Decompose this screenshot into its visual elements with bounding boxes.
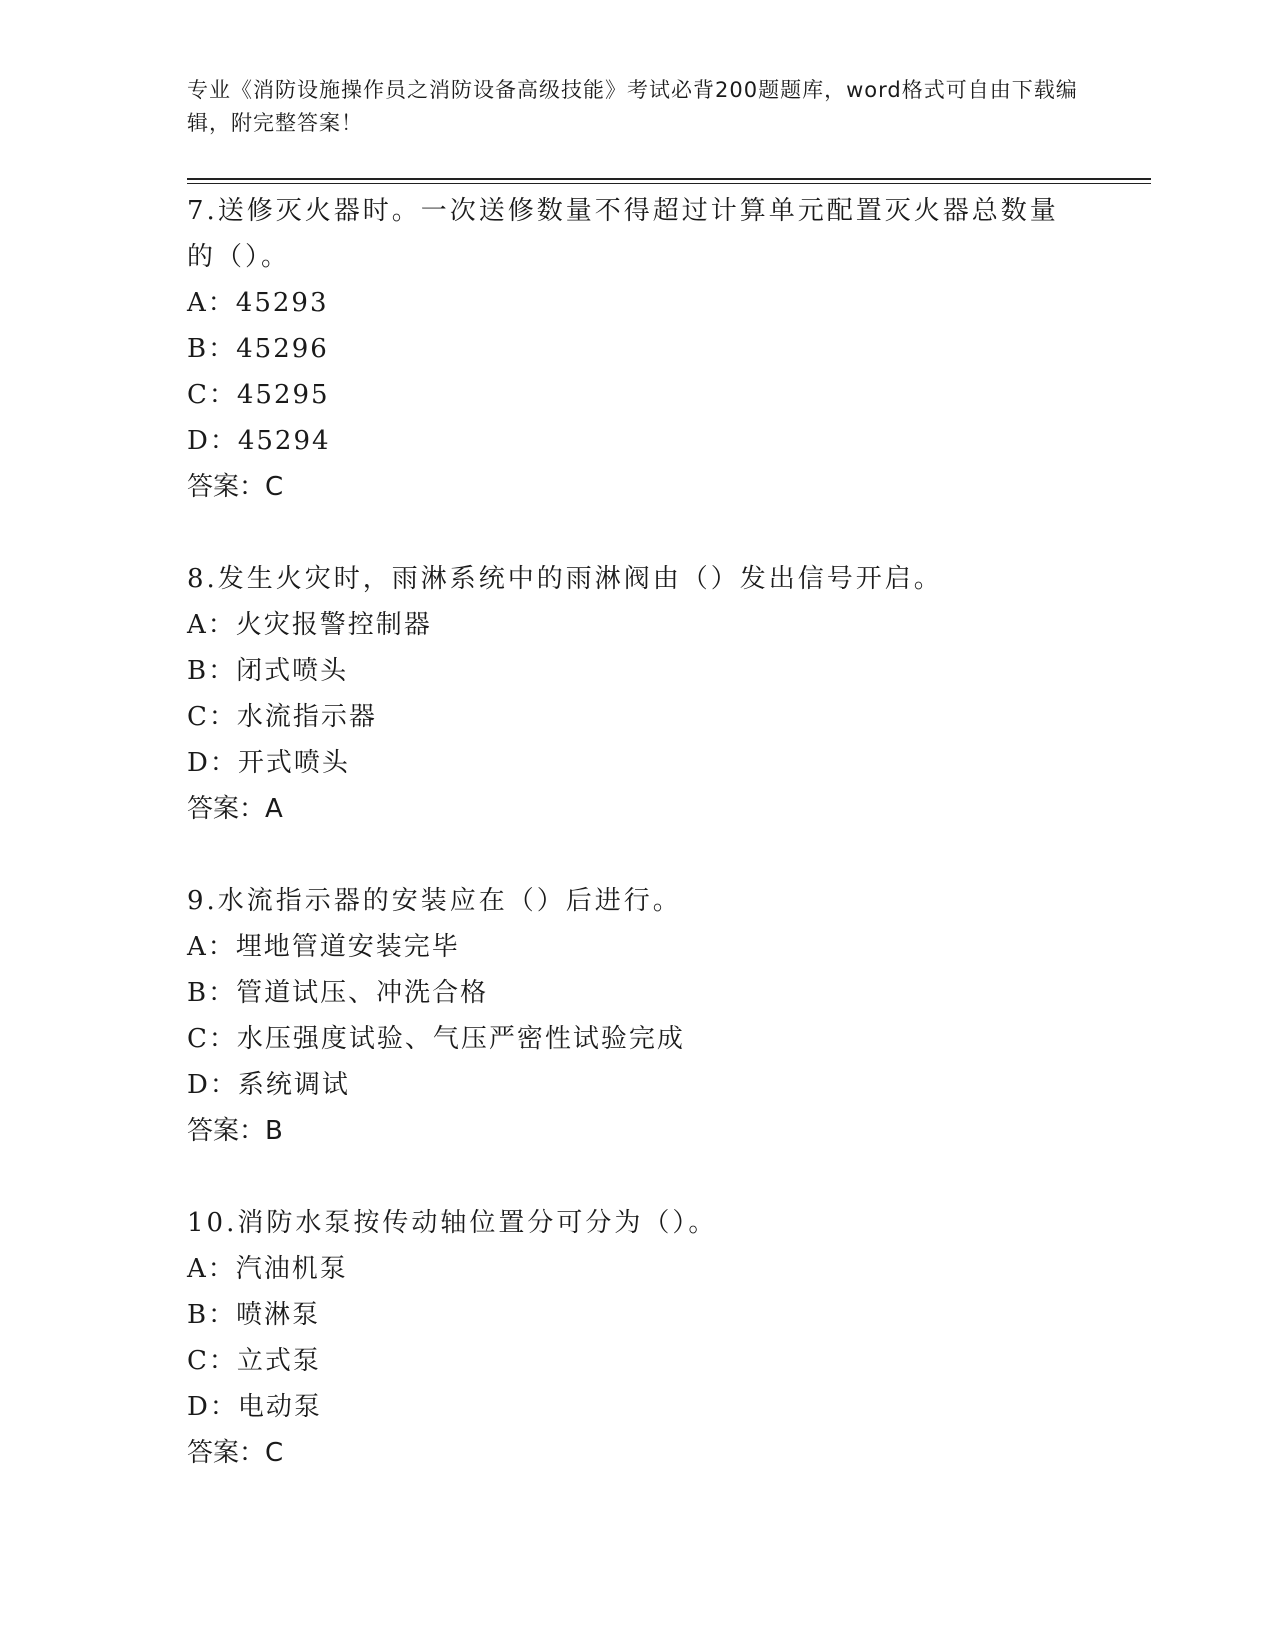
option-c: C：水流指示器: [187, 702, 377, 732]
document-header: [187, 74, 1087, 140]
header-divider-bottom: [187, 183, 1151, 184]
header-divider-top: [187, 178, 1151, 180]
question-list: [187, 188, 1087, 1522]
option-d: D：45294: [187, 426, 331, 456]
option-d: D：电动泵: [187, 1392, 322, 1422]
option-c: C：45295: [187, 380, 330, 410]
question-text: 7.送修灭火器时。一次送修数量不得超过计算单元配置灭火器总数量的（）。: [187, 196, 1059, 272]
option-d: D：系统调试: [187, 1070, 350, 1100]
option-c: C：水压强度试验、气压严密性试验完成: [187, 1024, 685, 1054]
question-text: 10.消防水泵按传动轴位置分可分为（）。: [187, 1208, 718, 1238]
question-text: 9.水流指示器的安装应在（）后进行。: [187, 886, 682, 916]
question-8: [187, 556, 1087, 832]
option-b: B：45296: [187, 334, 329, 364]
answer-line: 答案：A: [187, 794, 283, 824]
answer-line: 答案：C: [187, 1438, 284, 1468]
option-c: C：立式泵: [187, 1346, 321, 1376]
question-9: [187, 878, 1087, 1154]
option-b: B：喷淋泵: [187, 1300, 321, 1330]
question-text: 8.发生火灾时，雨淋系统中的雨淋阀由（）发出信号开启。: [187, 564, 943, 594]
answer-line: 答案：B: [187, 1116, 283, 1146]
option-a: A：火灾报警控制器: [187, 610, 432, 640]
answer-line: 答案：C: [187, 472, 284, 502]
option-a: A：汽油机泵: [187, 1254, 348, 1284]
option-a: A：45293: [187, 288, 329, 318]
question-10: [187, 1200, 1087, 1476]
question-7: [187, 188, 1087, 510]
header-intro-text: 专业《消防设施操作员之消防设备高级技能》考试必背200题题库，word格式可自由下载编辑，附完整答案！: [187, 78, 1078, 135]
option-b: B：管道试压、冲洗合格: [187, 978, 489, 1008]
option-d: D：开式喷头: [187, 748, 350, 778]
option-b: B：闭式喷头: [187, 656, 349, 686]
option-a: A：埋地管道安装完毕: [187, 932, 460, 962]
